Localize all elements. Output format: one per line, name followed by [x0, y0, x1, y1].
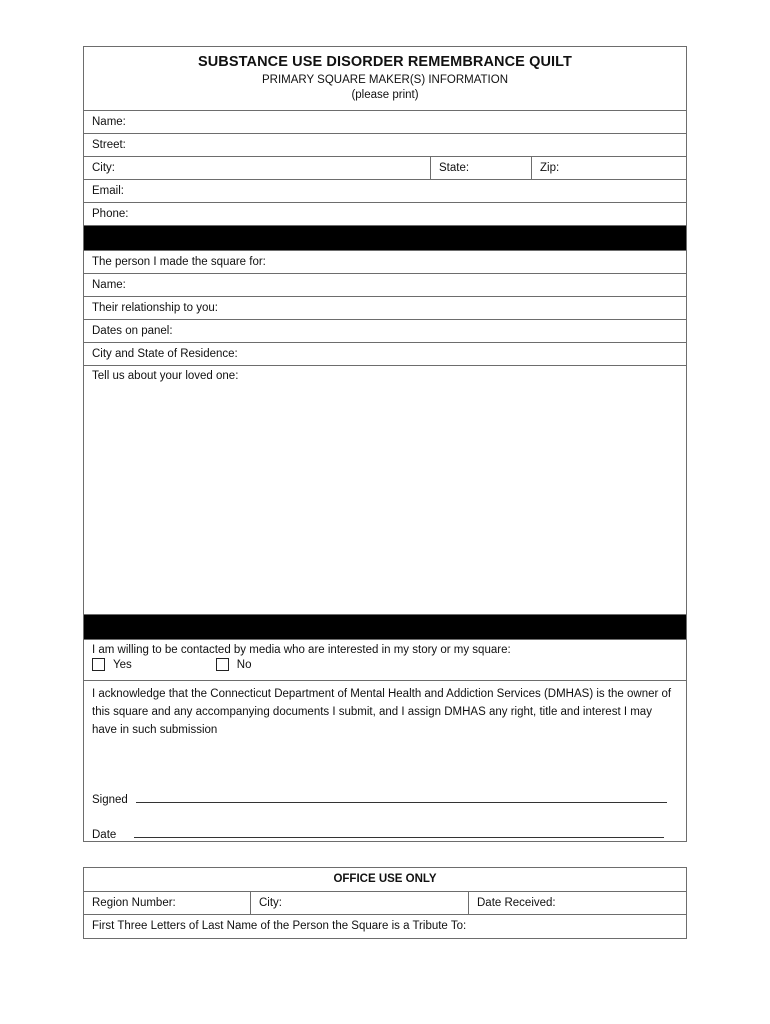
yes-label: Yes	[113, 658, 132, 671]
maker-street-label: Street:	[92, 139, 126, 151]
region-number-field[interactable]	[84, 892, 250, 914]
maker-state-field[interactable]	[430, 157, 531, 179]
form-header	[84, 47, 686, 111]
signature-underline[interactable]	[136, 792, 667, 803]
media-consent	[84, 640, 686, 681]
honoree-name-label: Name:	[92, 279, 126, 291]
acknowledgment-text: I acknowledge that the Connecticut Department of Mental Health and Addiction Services (DMHAS) is the owner of this square and any accompanying documents I submit, and I assign DMHAS any right, title and interest I may have in such submission	[92, 688, 672, 736]
media-options	[92, 658, 678, 671]
office-city-field[interactable]	[250, 892, 468, 914]
date-line[interactable]	[92, 826, 664, 844]
maker-city-label: City:	[92, 162, 115, 174]
story-field[interactable]	[84, 366, 686, 615]
quilt-form	[83, 46, 687, 842]
tribute-letters-label: First Three Letters of Last Name of the Person the Square is a Tribute To:	[92, 920, 467, 932]
signed-label: Signed	[92, 794, 128, 806]
form-subtitle: PRIMARY SQUARE MAKER(S) INFORMATION	[262, 74, 508, 86]
office-info-row	[84, 892, 686, 915]
acknowledgment-section	[84, 681, 686, 841]
relationship-field[interactable]	[84, 297, 686, 320]
date-received-label: Date Received:	[477, 897, 556, 909]
honoree-name-field[interactable]	[84, 274, 686, 297]
relationship-label: Their relationship to you:	[92, 302, 218, 314]
maker-email-field[interactable]	[84, 180, 686, 203]
form-title: SUBSTANCE USE DISORDER REMEMBRANCE QUILT	[197, 54, 573, 70]
date-label: Date	[92, 829, 117, 841]
honoree-intro	[84, 251, 686, 274]
date-underline[interactable]	[134, 827, 664, 838]
dates-field[interactable]	[84, 320, 686, 343]
residence-field[interactable]	[84, 343, 686, 366]
maker-city-field[interactable]	[84, 157, 430, 179]
no-checkbox[interactable]	[216, 658, 229, 671]
office-city-label: City:	[259, 897, 282, 909]
honoree-intro-label: The person I made the square for:	[92, 256, 266, 268]
yes-checkbox[interactable]	[92, 658, 105, 671]
tribute-letters-field[interactable]	[84, 915, 686, 938]
residence-label: City and State of Residence:	[92, 348, 238, 360]
signature-line[interactable]	[92, 791, 667, 809]
maker-street-field[interactable]	[84, 134, 686, 157]
region-number-label: Region Number:	[92, 897, 176, 909]
media-no-option[interactable]	[216, 658, 252, 671]
maker-zip-field[interactable]	[531, 157, 686, 179]
media-question: I am willing to be contacted by media who are interested in my story or my square:	[92, 644, 511, 656]
maker-state-label: State:	[439, 162, 470, 174]
office-use-title: OFFICE USE ONLY	[84, 868, 686, 892]
maker-phone-field[interactable]	[84, 203, 686, 226]
print-note: (please print)	[351, 89, 419, 101]
date-received-field[interactable]	[468, 892, 686, 914]
maker-name-field[interactable]	[84, 111, 686, 134]
maker-email-label: Email:	[92, 185, 124, 197]
dates-label: Dates on panel:	[92, 325, 173, 337]
no-label: No	[236, 658, 252, 671]
office-use-table	[83, 867, 687, 939]
story-label: Tell us about your loved one:	[92, 370, 239, 382]
maker-address-row	[84, 157, 686, 180]
maker-name-label: Name:	[92, 116, 126, 128]
section-divider-2	[84, 615, 686, 640]
section-divider	[84, 226, 686, 251]
maker-phone-label: Phone:	[92, 208, 129, 220]
maker-zip-label: Zip:	[540, 162, 560, 174]
media-yes-option[interactable]	[92, 658, 132, 671]
